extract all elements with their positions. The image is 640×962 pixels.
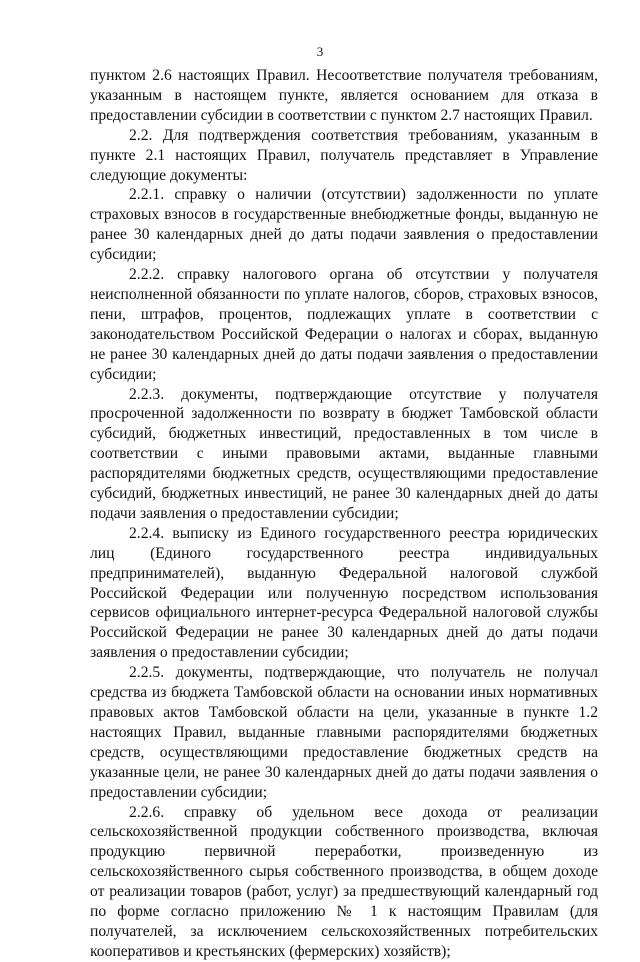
paragraph: 2.2.4. выписку из Единого государственного реестра юридических лиц (Единого государственного реестра индивидуальных предпринимателей), выданную Федеральной налоговой службой Российской Федерации или полученную посредством использования сервисов официального интернет-ресурса Федеральной налоговой службы Российской Федерации не ранее 30 календарных дней до даты подачи заявления о предоставлении субсидии; [90, 524, 598, 662]
document-body [90, 66, 598, 962]
paragraph: 2.2.3. документы, подтверждающие отсутствие у получателя просроченной задолженности по возврату в бюджет Тамбовской области субсидий, бюджетных инвестиций, предоставленных в том числе в соответствии с иными правовыми актами, выданные главными распорядителями бюджетных средств, осуществляющими предоставление субсидий, бюджетных инвестиций, не ранее 30 календарных дней до даты подачи заявления о предоставлении субсидии; [90, 385, 598, 522]
paragraph: 2.2.6. справку об удельном весе дохода от реализации сельскохозяйственной продукции собственного производства, включая продукцию первичной переработки, произведенную из сельскохозяйственного сырья собственного производства, в общем доходе от реализации товаров (работ, услуг) за предшествующий календарный год по форме согласно приложению № 1 к настоящим Правилам (для получателей, за исключением сельскохозяйственных потребительских кооперативов и крестьянских (фермерских) хозяйств); [90, 803, 598, 960]
paragraph: пунктом 2.6 настоящих Правил. Несоответствие получателя требованиям, указанным в настоящем пункте, является основанием для отказа в предоставлении субсидии в соответствии с пунктом 2.7 настоящих Правил. [90, 67, 598, 124]
paragraph: 2.2.2. справку налогового органа об отсутствии у получателя неисполненной обязанности по уплате налогов, сборов, страховых взносов, пени, штрафов, процентов, подлежащих уплате в соответствии с законодательством Российской Федерации о налогах и сборах, выданную не ранее 30 календарных дней до даты подачи заявления о предоставлении субсидии; [90, 266, 598, 383]
page-number: 3 [316, 44, 324, 59]
paragraph: 2.2.1. справку о наличии (отсутствии) задолженности по уплате страховых взносов в государственные внебюджетные фонды, выданную не ранее 30 календарных дней до даты подачи заявления о предоставлении субсидии; [90, 186, 598, 264]
paragraph: 2.2. Для подтверждения соответствия требованиям, указанным в пункте 2.1 настоящих Правил, получатель представляет в Управление следующие документы: [90, 126, 598, 184]
paragraph: 2.2.5. документы, подтверждающие, что получатель не получал средства из бюджета Тамбовской области на основании иных нормативных правовых актов Тамбовской области на цели, указанные в пункте 1.2 настоящих Правил, выданные главными распорядителями бюджетных средств, осуществляющими предоставление бюджетных средств на указанные цели, не ранее 30 календарных дней до даты подачи заявления о предоставлении субсидии; [90, 664, 598, 801]
